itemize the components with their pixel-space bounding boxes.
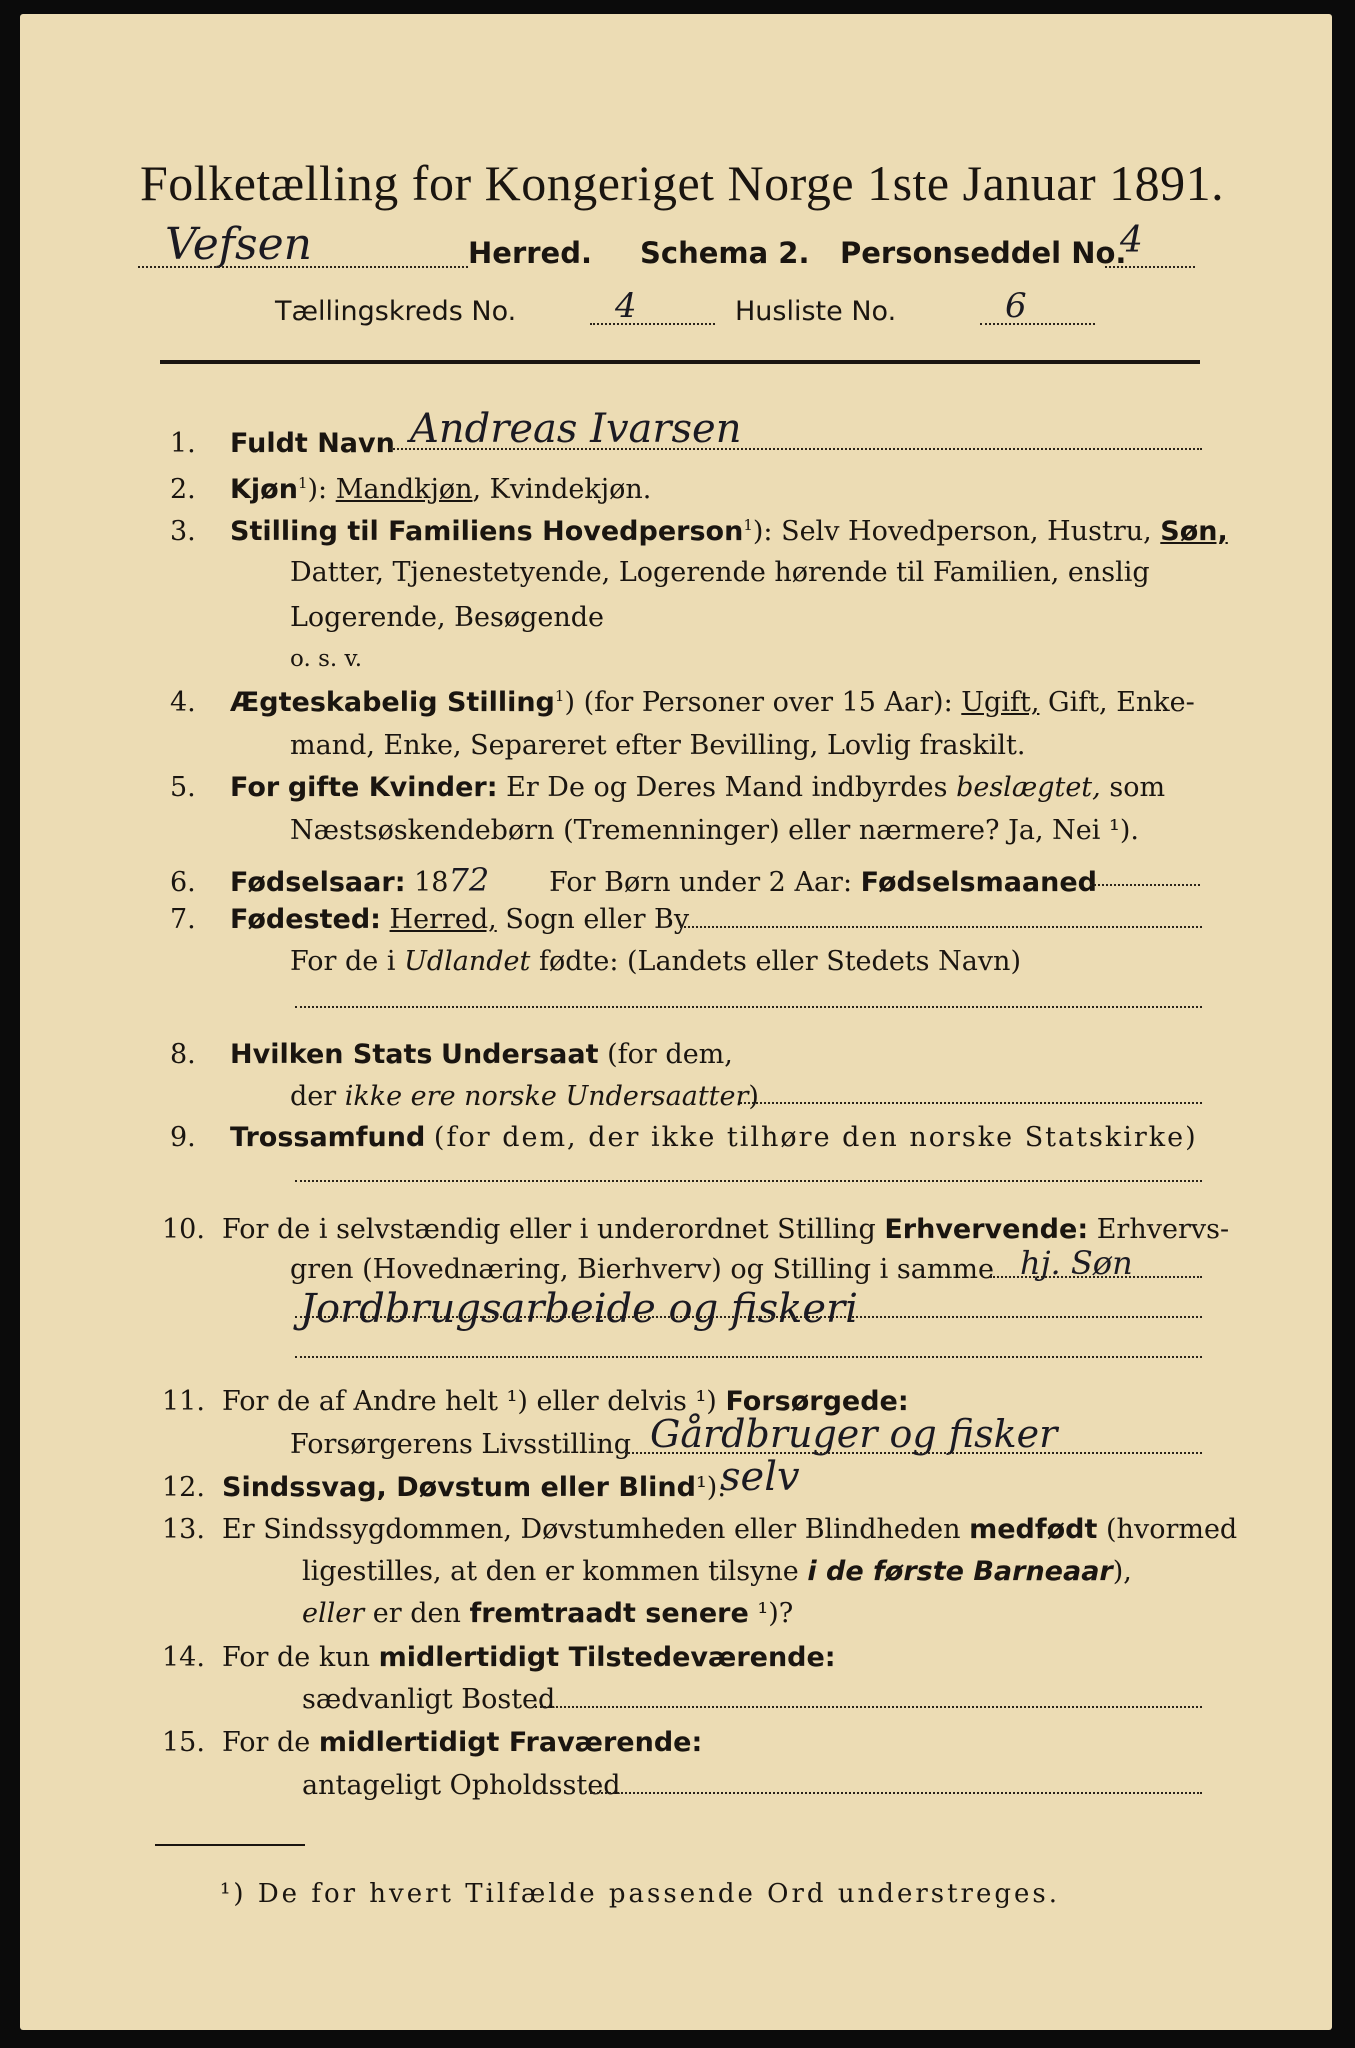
q4-ugift: Ugift, (961, 687, 1040, 718)
q7-line2: For de i Udlandet fødte: (Landets eller Stedets Navn) (290, 946, 1021, 977)
q15-row: 15. For de midlertidigt Fraværende: (162, 1727, 703, 1758)
q9-row: 9. Trossamfund (for dem, der ikke tilhøre den norske Statskirke) (170, 1122, 1198, 1153)
q11-value: Gårdbruger og fisker (650, 1412, 1058, 1456)
q1-name-value: Andreas Ivarsen (410, 406, 742, 452)
personseddel-value: 4 (1120, 220, 1143, 261)
q3-line4: o. s. v. (290, 646, 363, 672)
q2-mandkjon: Mandkjøn (335, 474, 473, 505)
kreds-label: Tællingskreds No. (275, 296, 517, 327)
herred-value: Vefsen (165, 219, 313, 270)
q8-row: 8. Hvilken Stats Undersaat (for dem, (170, 1039, 733, 1070)
form-title: Folketælling for Kongeriget Norge 1ste Januar 1891. (140, 155, 1225, 211)
q2-row: 2. Kjøn$^1$): Mandkjøn, Kvindekjøn. (170, 474, 652, 505)
q10-line2: gren (Hovednæring, Bierhverv) og Stilling i samme (290, 1254, 995, 1285)
q4-row: 4. Ægteskabelig Stilling$^1$) (for Personer over 15 Aar): Ugift, Gift, Enke- (170, 687, 1195, 718)
q7-row: 7. Fødested: Herred, Sogn eller By (170, 904, 690, 935)
q4-line2: mand, Enke, Separeret efter Bevilling, Lovlig fraskilt. (290, 730, 1026, 761)
q5-row: 5. For gifte Kvinder: Er De og Deres Mand indbyrdes beslægtet, som (170, 772, 1166, 803)
q13-line3: eller er den fremtraadt senere ¹)? (302, 1598, 794, 1629)
q3-row: 3. Stilling til Familiens Hovedperson$^1$): Selv Hovedperson, Hustru, Søn, (170, 516, 1228, 547)
q3-line2: Datter, Tjenestetyende, Logerende hørende til Familien, enslig (290, 557, 1150, 588)
q11-row: 11. For de af Andre helt ¹) eller delvis ¹) Forsørgede: (162, 1386, 909, 1417)
q11-line2: Forsørgerens Livsstilling (290, 1429, 632, 1460)
q6-row: 6. Fødselsaar: 1872 For Børn under 2 Aar: Fødselsmaaned (170, 861, 1098, 899)
q3-son: Søn, (1160, 516, 1228, 547)
q1-row: 1. Fuldt Navn (170, 428, 395, 459)
census-form (20, 14, 1332, 2030)
q14-row: 14. For de kun midlertidigt Tilstedeværende: (162, 1642, 836, 1673)
q15-line2: antageligt Opholdssted (302, 1770, 621, 1801)
q7-herred: Herred, (389, 904, 497, 935)
kreds-value: 4 (615, 286, 637, 326)
q10-value1: hj. Søn (1020, 1244, 1133, 1282)
husliste-label: Husliste No. (735, 296, 897, 327)
q8-line2: der ikke ere norske Undersaatter) (290, 1081, 759, 1112)
footnote: ¹) De for hvert Tilfælde passende Ord understreges. (220, 1879, 1061, 1909)
q5-line2: Næstsøskendebørn (Tremenninger) eller nærmere? Ja, Nei ¹). (290, 815, 1139, 846)
q12-row: 12. Sindssvag, Døvstum eller Blind¹). (162, 1472, 726, 1503)
q6-year-value: 72 (448, 861, 490, 899)
q10-row: 10. For de i selvstændig eller i underordnet Stilling Erhvervende: Erhvervs- (162, 1214, 1230, 1245)
header-rule (160, 360, 1200, 364)
schema-label: Schema 2. (640, 236, 810, 270)
husliste-value: 6 (1005, 286, 1027, 326)
q3-line3: Logerende, Besøgende (290, 602, 604, 633)
q10-value2: Jordbrugsarbeide og fiskeri (300, 1286, 858, 1332)
herred-label: Herred. (468, 236, 592, 270)
footnote-rule (155, 1844, 305, 1846)
q13-row: 13. Er Sindssygdommen, Døvstumheden eller Blindheden medfødt (hvormed (162, 1514, 1238, 1545)
q13-line2: ligestilles, at den er kommen tilsyne i de første Barneaar), (302, 1556, 1132, 1587)
personseddel-label: Personseddel No. (840, 236, 1127, 270)
q12-value: selv (720, 1454, 800, 1500)
q14-line2: sædvanligt Bosted (302, 1684, 556, 1715)
